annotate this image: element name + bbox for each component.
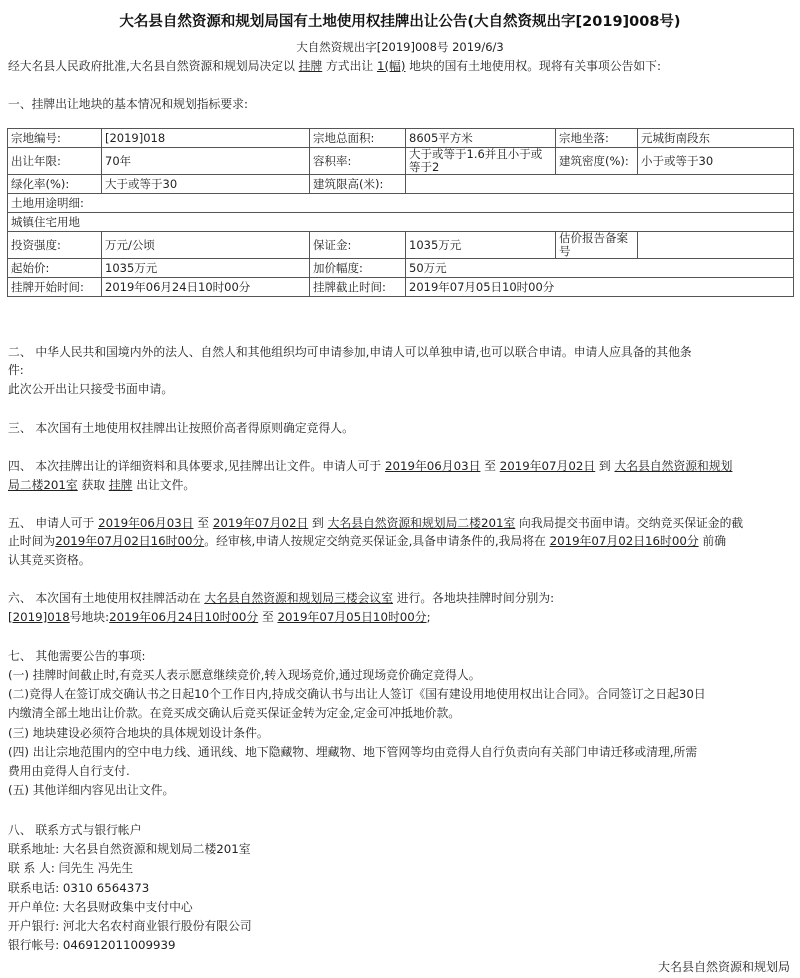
section7-item2-line2: 内缴清全部土地出让价款。在竞买成交确认后竞买保证金转为定金,定金可冲抵地价款。 [8,706,461,720]
contact-address: 联系地址: 大名县自然资源和规划局二楼201室 [8,842,251,856]
section7-item4-line1: (四) 出让宗地范围内的空中电力线、通讯线、地下隐藏物、埋藏物、地下管网等均由竞得人自行负责向有关部门申请迁移或清理,所需 [8,745,698,759]
section4-line1: 四、 本次挂牌出让的详细资料和具体要求,见挂牌出让文件。申请人可于 2019年06月03日 至 2019年07月02日 到 大名县自然资源和规划 [8,459,733,473]
section5-line3: 认其竞买资格。 [8,553,91,567]
section7-item4-line2: 费用由竞得人自行支付. [8,764,130,778]
section5-line2: 止时间为2019年07月02日16时00分。经审核,申请人按规定交纳竞买保证金,具备申请条件的,我局将在 2019年07月02日16时00分 前确 [8,534,727,548]
account-number: 银行帐号: 046912011009939 [8,938,176,952]
table-row: 投资强度: 万元/公顷 保证金: 1035万元 估价报告备案号 [8,232,794,259]
table-row: 土地用途明细: [8,194,794,213]
section8-heading: 八、 联系方式与银行帐户 [8,823,142,837]
section4-line2: 局二楼201室 获取 挂牌 出让文件。 [8,478,196,492]
page-title: 大名县自然资源和规划局国有土地使用权挂牌出让公告(大自然资规出字[2019]008号) [119,14,681,30]
section2-line1: 二、 中华人民共和国境内外的法人、自然人和其他组织均可申请参加,申请人可以单独申请,也可以联合申请。申请人应具备的其他条 [8,345,692,359]
section7-item5: (五) 其他详细内容见出让文件。 [8,783,175,797]
section7-item2-line1: (二)竞得人在签订成交确认书之日起10个工作日内,持成交确认书与出让人签订《国有建设用地使用权出让合同》。合同签订之日起30日 [8,687,706,701]
section7-item3: (三) 地块建设必须符合地块的具体规划设计条件。 [8,726,269,740]
issuer-signature: 大名县自然资源和规划局 [657,960,790,974]
section7-heading: 七、 其他需要公告的事项: [8,649,146,663]
contact-person: 联 系 人: 闫先生 冯先生 [8,861,134,875]
section3-text: 三、 本次国有土地使用权挂牌出让按照价高者得原则确定竞得人。 [8,421,354,435]
table-row: 城镇住宅用地 [8,213,794,232]
table-row: 绿化率(%): 大于或等于30 建筑限高(米): [8,175,794,194]
document-number-line: 大自然资规出字[2019]008号 2019/6/3 [296,40,504,54]
section2-line3: 此次公开出让只接受书面申请。 [8,382,174,396]
table-row: 宗地编号: [2019]018 宗地总面积: 8605平方米 宗地坐落: 元城街南段东 [8,129,794,148]
account-unit: 开户单位: 大名县财政集中支付中心 [8,900,193,914]
table-row: 挂牌开始时间: 2019年06月24日10时00分 挂牌截止时间: 2019年07月05日10时00分 [8,278,794,297]
section2-line2: 件: [8,363,24,377]
section6-line2: [2019]018号地块:2019年06月24日10时00分 至 2019年07月05日10时00分; [8,610,431,624]
intro-paragraph: 经大名县人民政府批准,大名县自然资源和规划局决定以 挂牌 方式出让 1(幅) 地块的国有土地使用权。现将有关事项公告如下: [8,59,661,73]
section1-heading: 一、挂牌出让地块的基本情况和规划指标要求: [8,97,248,111]
account-bank: 开户银行: 河北大名农村商业银行股份有限公司 [8,919,252,933]
section7-item1: (一) 挂牌时间截止时,有竞买人表示愿意继续竞价,转入现场竞价,通过现场竞价确定竞得人。 [8,668,481,682]
table-row: 起始价: 1035万元 加价幅度: 50万元 [8,259,794,278]
section6-line1: 六、 本次国有土地使用权挂牌活动在 大名县自然资源和规划局三楼会议室 进行。各地块挂牌时间分别为: [8,591,555,605]
section5-line1: 五、 申请人可于 2019年06月03日 至 2019年07月02日 到 大名县自然资源和规划局二楼201室 向我局提交书面申请。交纳竞买保证金的截 [8,516,744,530]
table-row: 出让年限: 70年 容积率: 大于或等于1.6并且小于或等于2 建筑密度(%): 小于或等于30 [8,148,794,175]
contact-phone: 联系电话: 0310 6564373 [8,881,150,895]
parcel-info-table [7,128,794,297]
